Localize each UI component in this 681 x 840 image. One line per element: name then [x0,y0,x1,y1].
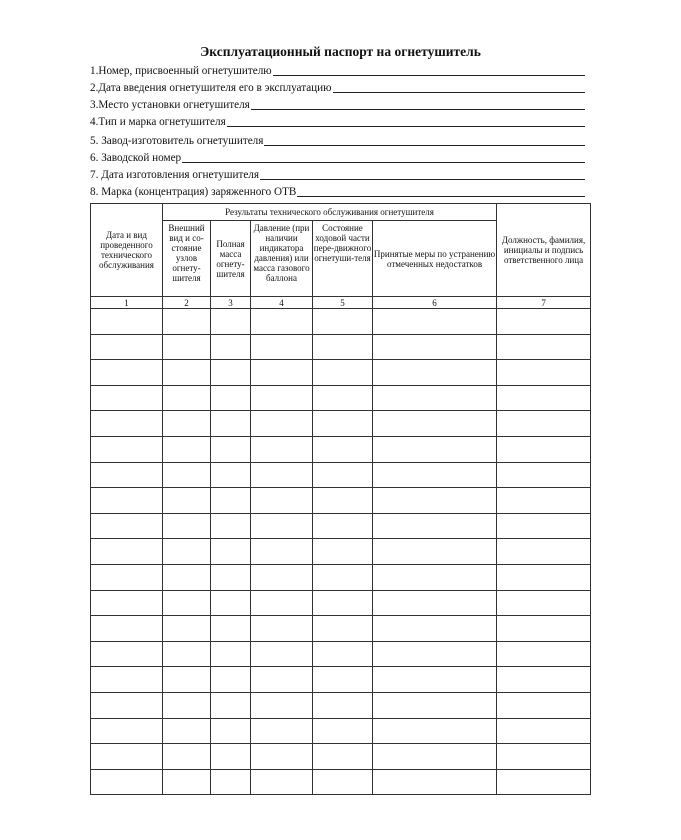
table-cell[interactable] [497,616,591,642]
table-cell[interactable] [163,769,211,795]
table-cell[interactable] [91,692,163,718]
table-cell[interactable] [373,309,497,335]
table-cell[interactable] [251,513,313,539]
table-cell[interactable] [211,436,251,462]
table-cell[interactable] [313,309,373,335]
table-cell[interactable] [373,488,497,514]
table-row [91,667,591,693]
table-cell[interactable] [91,539,163,565]
table-cell[interactable] [313,769,373,795]
table-row [91,513,591,539]
table-cell[interactable] [163,334,211,360]
table-cell[interactable] [497,641,591,667]
table-cell[interactable] [251,564,313,590]
table-row [91,411,591,437]
table-cell[interactable] [497,744,591,770]
table-cell[interactable] [251,309,313,335]
column-header: Состояние ходовой части пере-движного огнетуши-теля [313,221,373,297]
table-cell[interactable] [313,462,373,488]
table-cell[interactable] [373,590,497,616]
table-cell[interactable] [91,309,163,335]
column-header: Внешний вид и со-стояние узлов огнету-шителя [163,221,211,297]
table-row [91,718,591,744]
field-commission-date [90,77,585,94]
table-cell[interactable] [497,590,591,616]
table-cell[interactable] [497,462,591,488]
table-cell[interactable] [163,718,211,744]
table-cell[interactable] [251,769,313,795]
table-cell[interactable] [91,641,163,667]
table-cell[interactable] [163,667,211,693]
table-cell[interactable] [313,436,373,462]
column-number: 2 [163,297,211,309]
table-cell[interactable] [251,436,313,462]
column-numbers-row [91,297,591,309]
column-number: 7 [497,297,591,309]
fill-line[interactable] [273,64,585,76]
table-cell[interactable] [373,616,497,642]
fill-line[interactable] [260,168,585,180]
table-cell[interactable] [373,744,497,770]
table-cell[interactable] [163,309,211,335]
table-cell[interactable] [211,539,251,565]
table-cell[interactable] [211,667,251,693]
table-cell[interactable] [313,488,373,514]
table-cell[interactable] [91,564,163,590]
table-cell[interactable] [497,334,591,360]
table-cell[interactable] [91,385,163,411]
table-cell[interactable] [251,385,313,411]
table-cell[interactable] [313,334,373,360]
column-number: 3 [211,297,251,309]
field-manufacturer [90,128,585,147]
table-cell[interactable] [251,692,313,718]
table-cell[interactable] [313,616,373,642]
table-cell[interactable] [497,309,591,335]
table-cell[interactable] [91,360,163,386]
table-cell[interactable] [373,641,497,667]
fill-line[interactable] [182,151,585,163]
field-label: 2.Дата введения огнетушителя его в эксплуатацию [90,82,332,94]
table-cell[interactable] [313,411,373,437]
column-number: 1 [91,297,163,309]
field-label: 5. Завод-изготовитель огнетушителя [90,135,264,147]
field-label: 6. Заводской номер [90,152,182,164]
table-row [91,334,591,360]
table-cell[interactable] [497,436,591,462]
table-cell[interactable] [373,411,497,437]
table-cell[interactable] [497,488,591,514]
table-cell[interactable] [373,436,497,462]
table-cell[interactable] [91,590,163,616]
table-cell[interactable] [497,513,591,539]
table-row [91,309,591,335]
fill-line[interactable] [264,134,585,146]
table-cell[interactable] [211,616,251,642]
column-header: Принятые меры по устранению отмеченных недостатков [373,221,497,297]
field-manufacture-date [90,164,585,181]
table-cell[interactable] [91,769,163,795]
table-row [91,385,591,411]
table-cell[interactable] [211,718,251,744]
table-row [91,488,591,514]
table-cell[interactable] [497,718,591,744]
field-location [90,94,585,111]
table-cell[interactable] [211,513,251,539]
table-cell[interactable] [251,488,313,514]
table-cell[interactable] [251,334,313,360]
table-cell[interactable] [313,590,373,616]
table-cell[interactable] [163,744,211,770]
table-cell[interactable] [91,616,163,642]
table-cell[interactable] [163,436,211,462]
field-number [90,61,585,77]
table-cell[interactable] [163,616,211,642]
table-cell[interactable] [211,462,251,488]
table-row [91,692,591,718]
table-cell[interactable] [313,744,373,770]
table-cell[interactable] [251,616,313,642]
table-cell[interactable] [91,513,163,539]
table-cell[interactable] [373,692,497,718]
table-row [91,436,591,462]
table-cell[interactable] [373,769,497,795]
table-cell[interactable] [91,462,163,488]
field-agent-grade [90,181,585,198]
table-cell[interactable] [313,513,373,539]
table-cell[interactable] [91,411,163,437]
table-cell[interactable] [91,667,163,693]
table-cell[interactable] [373,718,497,744]
table-cell[interactable] [313,692,373,718]
table-cell[interactable] [373,667,497,693]
column-number: 5 [313,297,373,309]
table-cell[interactable] [163,513,211,539]
field-label: 3.Место установки огнетушителя [90,99,250,111]
table-cell[interactable] [211,590,251,616]
table-cell[interactable] [313,385,373,411]
table-cell[interactable] [373,360,497,386]
table-cell[interactable] [251,744,313,770]
table-cell[interactable] [91,744,163,770]
table-cell[interactable] [211,769,251,795]
table-cell[interactable] [497,411,591,437]
table-row [91,616,591,642]
table-cell[interactable] [251,641,313,667]
column-number: 4 [251,297,313,309]
table-cell[interactable] [251,411,313,437]
table-cell[interactable] [373,564,497,590]
table-cell[interactable] [251,539,313,565]
table-cell[interactable] [211,334,251,360]
table-body [91,309,591,795]
table-cell[interactable] [91,436,163,462]
table-cell[interactable] [163,488,211,514]
fill-line[interactable] [251,98,585,110]
table-cell[interactable] [251,360,313,386]
field-label: 7. Дата изготовления огнетушителя [90,169,260,181]
document-title: Эксплуатационный паспорт на огнетушитель [200,44,481,59]
table-cell[interactable] [313,641,373,667]
passport-fields [90,61,585,198]
column-header: Полная масса огнету-шителя [211,221,251,297]
table-cell[interactable] [251,718,313,744]
table-cell[interactable] [211,488,251,514]
table-cell[interactable] [91,718,163,744]
table-cell[interactable] [91,334,163,360]
column-header: Должность, фамилия, инициалы и подпись ответственного лица [497,204,591,297]
table-cell[interactable] [163,360,211,386]
table-cell[interactable] [373,513,497,539]
column-number: 6 [373,297,497,309]
field-label: 4.Тип и марка огнетушителя [90,116,226,128]
table-cell[interactable] [373,385,497,411]
table-cell[interactable] [251,667,313,693]
table-cell[interactable] [313,539,373,565]
table-row [91,539,591,565]
table-cell[interactable] [313,564,373,590]
table-cell[interactable] [211,411,251,437]
table-cell[interactable] [211,744,251,770]
field-type-model [90,111,585,128]
table-row [91,360,591,386]
table-cell[interactable] [163,590,211,616]
fill-line[interactable] [333,81,585,93]
fill-line[interactable] [227,115,585,127]
table-cell[interactable] [497,667,591,693]
table-cell[interactable] [163,385,211,411]
table-cell[interactable] [163,641,211,667]
table-cell[interactable] [211,360,251,386]
table-cell[interactable] [497,539,591,565]
table-cell[interactable] [91,488,163,514]
table-cell[interactable] [313,360,373,386]
table-row [91,641,591,667]
group-header: Результаты технического обслуживания огнетушителя [163,204,497,221]
table-cell[interactable] [497,564,591,590]
table-cell[interactable] [211,309,251,335]
table-row [91,564,591,590]
table-cell[interactable] [373,334,497,360]
table-cell[interactable] [163,462,211,488]
column-header: Давление (при наличии индикатора давления) или масса газового баллона [251,221,313,297]
field-label: 1.Номер, присвоенный огнетушителю [90,65,272,77]
table-cell[interactable] [163,564,211,590]
table-row [91,462,591,488]
column-header: Дата и вид проведенного технического обслуживания [91,204,163,297]
table-cell[interactable] [313,667,373,693]
table-cell[interactable] [497,385,591,411]
fill-line[interactable] [297,185,585,197]
table-row [91,590,591,616]
table-cell[interactable] [211,692,251,718]
table-cell[interactable] [211,385,251,411]
table-row [91,744,591,770]
table-cell[interactable] [211,641,251,667]
field-label: 8. Марка (концентрация) заряженного ОТВ [90,186,297,198]
table-row [91,769,591,795]
table-cell[interactable] [373,539,497,565]
table-cell[interactable] [211,564,251,590]
table-cell[interactable] [313,718,373,744]
field-serial-number [90,147,585,164]
table-cell[interactable] [251,462,313,488]
table-cell[interactable] [497,360,591,386]
table-cell[interactable] [497,692,591,718]
table-cell[interactable] [163,692,211,718]
table-cell[interactable] [163,411,211,437]
table-cell[interactable] [251,590,313,616]
maintenance-table [90,203,591,795]
table-cell[interactable] [497,769,591,795]
table-cell[interactable] [163,539,211,565]
table-cell[interactable] [373,462,497,488]
